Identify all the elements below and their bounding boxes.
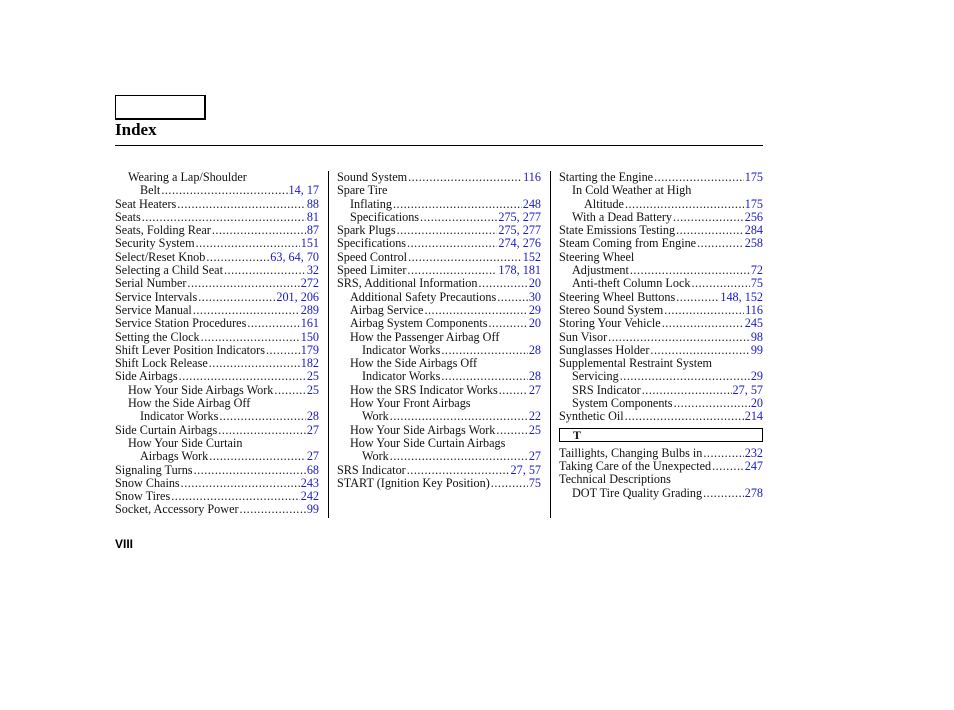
index-entry-label: How the SRS Indicator Works [350, 382, 498, 397]
index-entry-label: Belt [140, 183, 161, 198]
index-entry-label: Additional Safety Precautions [350, 289, 497, 304]
index-entry-label: Side Curtain Airbags [115, 422, 218, 437]
page-reference-link[interactable]: 275, 277 [498, 223, 541, 238]
page-reference-link[interactable]: 75 [528, 475, 541, 490]
index-entry-label: How Your Front Airbags [350, 396, 471, 411]
page-reference-link[interactable]: 284 [744, 223, 763, 238]
index-entry-label: Servicing [572, 369, 619, 384]
leader-dots [142, 211, 306, 224]
index-entry[interactable] [559, 304, 763, 317]
leader-dots [390, 450, 528, 463]
page-reference-link[interactable]: 152 [522, 249, 541, 264]
index-entry[interactable] [115, 331, 319, 344]
index-entry[interactable] [559, 277, 763, 290]
index-entry-label: Seat Heaters [115, 196, 177, 211]
index-entry[interactable] [115, 424, 319, 437]
page-reference-link[interactable]: 243 [300, 475, 319, 490]
page-reference-link[interactable]: 116 [745, 302, 763, 317]
index-entry-label: Selecting a Child Seat [115, 263, 223, 278]
index-entry-label: Service Manual [115, 302, 192, 317]
index-entry[interactable] [337, 410, 541, 423]
index-entry-label: Synthetic Oil [559, 409, 624, 424]
page-reference-link[interactable]: 87 [306, 223, 319, 238]
index-entry [559, 357, 763, 370]
leader-dots [181, 477, 300, 490]
index-entry-label: Seats, Folding Rear [115, 223, 211, 238]
index-entry-label: Altitude [584, 196, 624, 211]
page-reference-link[interactable]: 148, 152 [720, 289, 763, 304]
index-entry-label: How Your Side Curtain Airbags [350, 435, 506, 450]
page-reference-link[interactable]: 247 [744, 458, 763, 473]
page-reference-link[interactable]: 27 [528, 382, 541, 397]
leader-dots [206, 251, 269, 264]
page-reference-link[interactable]: 29 [750, 369, 763, 384]
index-entry[interactable] [559, 460, 763, 473]
page-reference-link[interactable]: 32 [306, 263, 319, 278]
index-entry-label: Steam Coming from Engine [559, 236, 697, 251]
leader-dots [654, 171, 744, 184]
leader-dots [198, 291, 275, 304]
leader-dots [420, 211, 497, 224]
leader-dots [662, 317, 744, 330]
page-reference-link[interactable]: 245 [744, 316, 763, 331]
index-entry-label: System Components [572, 396, 673, 411]
index-entry[interactable] [559, 487, 763, 500]
index-entry-label: Socket, Accessory Power [115, 502, 239, 517]
index-entry-label: Supplemental Restraint System [559, 356, 713, 371]
page-reference-link[interactable]: 14, 17 [288, 183, 319, 198]
index-entry-label: How Your Side Curtain [128, 435, 243, 450]
index-entry-label: START (Ignition Key Position) [337, 475, 490, 490]
index-entry[interactable] [115, 198, 319, 211]
page-reference-link[interactable]: 28 [528, 342, 541, 357]
index-entry[interactable] [559, 171, 763, 184]
leader-dots [441, 370, 527, 383]
index-entry-label: Speed Limiter [337, 263, 407, 278]
page-reference-link[interactable]: 25 [528, 422, 541, 437]
index-entry[interactable] [559, 331, 763, 344]
leader-dots [497, 291, 528, 304]
leader-dots [187, 277, 299, 290]
index-entry[interactable] [337, 171, 541, 184]
leader-dots [407, 264, 497, 277]
index-entry-label: Indicator Works [362, 342, 441, 357]
index-entry[interactable] [115, 304, 319, 317]
title-rule [115, 145, 763, 146]
index-entry[interactable] [115, 464, 319, 477]
index-entry-label: Shift Lever Position Indicators [115, 342, 265, 357]
index-entry-label: Sun Visor [559, 329, 608, 344]
leader-dots [625, 198, 744, 211]
index-entry[interactable] [115, 477, 319, 490]
page-reference-link[interactable]: 289 [300, 302, 319, 317]
leader-dots [247, 317, 299, 330]
page-reference-link[interactable]: 22 [528, 409, 541, 424]
leader-dots [209, 450, 306, 463]
index-column-2 [337, 171, 541, 490]
index-entry-label: Indicator Works [140, 409, 219, 424]
leader-dots [625, 410, 744, 423]
leader-dots [630, 264, 750, 277]
index-entry-label: SRS Indicator [572, 382, 641, 397]
index-entry-label: DOT Tire Quality Grading [572, 485, 703, 500]
index-entry-label: Starting the Engine [559, 170, 654, 184]
index-entry[interactable] [115, 184, 319, 197]
index-entry[interactable] [559, 237, 763, 250]
index-entry-label: Steering Wheel [559, 249, 635, 264]
index-entry[interactable] [337, 291, 541, 304]
leader-dots [212, 224, 306, 237]
leader-dots [209, 357, 300, 370]
page-reference-link[interactable]: 20 [528, 276, 541, 291]
page-reference-link[interactable]: 27, 57 [732, 382, 763, 397]
page-reference-link[interactable]: 150 [300, 329, 319, 344]
index-entry[interactable] [559, 264, 763, 277]
page-reference-link[interactable]: 27 [306, 449, 319, 464]
index-entry[interactable] [337, 384, 541, 397]
index-entry-label: SRS Indicator [337, 462, 406, 477]
index-entry-label: Snow Tires [115, 489, 171, 504]
index-entry [337, 184, 541, 197]
page-reference-link[interactable]: 275, 277 [498, 209, 541, 224]
page-title: Index [115, 120, 157, 139]
page-reference-link[interactable]: 20 [750, 396, 763, 411]
index-entry[interactable] [559, 410, 763, 423]
page-reference-link[interactable]: 161 [300, 316, 319, 331]
page-reference-link[interactable]: 248 [522, 196, 541, 211]
index-entry[interactable] [115, 264, 319, 277]
leader-dots [703, 447, 743, 460]
index-entry-label: Anti-theft Column Lock [572, 276, 691, 291]
index-entry[interactable] [115, 277, 319, 290]
leader-dots [642, 384, 732, 397]
leader-dots [664, 304, 744, 317]
page-reference-link[interactable]: 258 [744, 236, 763, 251]
index-entry[interactable] [115, 450, 319, 463]
leader-dots [407, 237, 497, 250]
index-entry[interactable] [115, 410, 319, 423]
index-entry-label: Stereo Sound System [559, 302, 664, 317]
leader-dots [218, 424, 306, 437]
page-reference-link[interactable]: 81 [306, 209, 319, 224]
index-entry[interactable] [559, 344, 763, 357]
leader-dots [712, 460, 744, 473]
index-entry-label: Setting the Clock [115, 329, 200, 344]
leader-dots [499, 384, 528, 397]
index-entry-label: How the Side Airbag Off [128, 396, 251, 411]
index-entry-label: Airbag Service [350, 302, 424, 317]
index-entry-label: In Cold Weather at High [572, 183, 692, 198]
leader-dots [196, 237, 300, 250]
index-entry-label: Work [362, 449, 389, 464]
index-entry-label: Airbag System Components [350, 316, 488, 331]
index-entry[interactable] [337, 198, 541, 211]
page-reference-link[interactable]: 272 [300, 276, 319, 291]
index-entry[interactable] [337, 344, 541, 357]
index-entry [559, 251, 763, 264]
index-entry [115, 171, 319, 184]
index-entry-label: Taking Care of the Unexpected [559, 458, 712, 473]
index-entry[interactable] [337, 304, 541, 317]
index-entry-label: Specifications [337, 236, 407, 251]
leader-dots [674, 397, 750, 410]
index-entry [337, 397, 541, 410]
leader-dots [676, 224, 744, 237]
page-reference-link[interactable]: 25 [306, 369, 319, 384]
index-entry[interactable] [115, 490, 319, 503]
page-reference-link[interactable]: 151 [300, 236, 319, 251]
page-reference-link[interactable]: 278 [744, 485, 763, 500]
index-entry[interactable] [337, 317, 541, 330]
leader-dots [219, 410, 305, 423]
page-reference-link[interactable]: 179 [300, 342, 319, 357]
index-entry[interactable] [559, 198, 763, 211]
index-entry-label: With a Dead Battery [572, 209, 673, 224]
leader-dots [691, 277, 749, 290]
index-entry-label: Airbags Work [140, 449, 209, 464]
index-entry-label: Steering Wheel Buttons [559, 289, 676, 304]
page-reference-link[interactable]: 232 [744, 445, 763, 460]
index-entry [337, 331, 541, 344]
section-header: T [559, 428, 763, 442]
page-reference-link[interactable]: 75 [750, 276, 763, 291]
index-entry-label: Shift Lock Release [115, 356, 208, 371]
index-entry [559, 473, 763, 486]
index-entry-label: Storing Your Vehicle [559, 316, 661, 331]
index-entry-label: Technical Descriptions [559, 472, 671, 487]
index-entry-label: Service Intervals [115, 289, 198, 304]
leader-dots [408, 171, 522, 184]
index-entry-label: Speed Control [337, 249, 408, 264]
index-entry-label: State Emissions Testing [559, 223, 676, 238]
index-column-3 [559, 171, 763, 500]
index-entry-label: How Your Side Airbags Work [350, 422, 496, 437]
leader-dots [488, 317, 527, 330]
index-entry-label: Taillights, Changing Bulbs in [559, 445, 703, 460]
leader-dots [201, 331, 300, 344]
page-reference-link[interactable]: 68 [306, 462, 319, 477]
index-entry-label: Security System [115, 236, 195, 251]
index-entry[interactable] [559, 370, 763, 383]
index-entry-label: Sound System [337, 170, 408, 184]
index-entry [115, 437, 319, 450]
header-tab-box [115, 95, 206, 120]
index-entry-label: Specifications [350, 209, 420, 224]
page-reference-link[interactable]: 175 [744, 196, 763, 211]
index-entry[interactable] [337, 424, 541, 437]
index-entry-label: Service Station Procedures [115, 316, 247, 331]
index-entry[interactable] [337, 224, 541, 237]
page-reference-link[interactable]: 27 [306, 422, 319, 437]
leader-dots [441, 344, 527, 357]
leader-dots [673, 211, 744, 224]
leader-dots [608, 331, 750, 344]
index-entry[interactable] [115, 384, 319, 397]
index-entry [337, 357, 541, 370]
page-reference-link[interactable]: 98 [750, 329, 763, 344]
page-reference-link[interactable]: 201, 206 [276, 289, 319, 304]
page-reference-link[interactable]: 178, 181 [498, 263, 541, 278]
leader-dots [240, 503, 306, 516]
leader-dots [266, 344, 300, 357]
page-reference-link[interactable]: 182 [300, 356, 319, 371]
leader-dots [703, 487, 744, 500]
page-reference-link[interactable]: 274, 276 [498, 236, 541, 251]
index-entry-label: Spare Tire [337, 183, 388, 198]
index-entry[interactable] [559, 384, 763, 397]
index-entry-label: Snow Chains [115, 475, 180, 490]
index-entry[interactable] [559, 291, 763, 304]
leader-dots [650, 344, 749, 357]
index-entry [559, 184, 763, 197]
index-entry[interactable] [115, 344, 319, 357]
leader-dots [408, 251, 522, 264]
leader-dots [491, 477, 528, 490]
page-reference-link[interactable]: 28 [528, 369, 541, 384]
index-entry[interactable] [115, 237, 319, 250]
page-reference-link[interactable]: 30 [528, 289, 541, 304]
leader-dots [496, 424, 527, 437]
page-reference-link[interactable]: 28 [306, 409, 319, 424]
index-entry-label: How the Side Airbags Off [350, 356, 478, 371]
index-entry[interactable] [115, 224, 319, 237]
leader-dots [479, 277, 528, 290]
index-entry[interactable] [337, 477, 541, 490]
page-number: VIII [115, 537, 134, 551]
leader-dots [390, 410, 528, 423]
index-entry[interactable] [337, 464, 541, 477]
page-reference-link[interactable]: 214 [744, 409, 763, 424]
index-entry[interactable] [337, 211, 541, 224]
index-entry-label: How Your Side Airbags Work [128, 382, 274, 397]
column-divider [550, 171, 551, 518]
leader-dots [177, 198, 306, 211]
index-entry[interactable] [337, 370, 541, 383]
page-reference-link[interactable]: 175 [744, 170, 763, 184]
index-entry[interactable] [559, 211, 763, 224]
leader-dots [397, 224, 498, 237]
page-reference-link[interactable]: 99 [306, 502, 319, 517]
index-entry[interactable] [115, 503, 319, 516]
index-entry[interactable] [115, 251, 319, 264]
page-reference-link[interactable]: 27, 57 [510, 462, 541, 477]
index-entry[interactable] [337, 251, 541, 264]
index-entry-label: Seats [115, 209, 141, 224]
page-reference-link[interactable]: 242 [300, 489, 319, 504]
leader-dots [393, 198, 522, 211]
page-reference-link[interactable]: 27 [528, 449, 541, 464]
page-reference-link[interactable]: 63, 64, 70 [270, 249, 319, 264]
index-entry-label: Signaling Turns [115, 462, 193, 477]
leader-dots [407, 464, 510, 477]
index-entry[interactable] [559, 447, 763, 460]
page-reference-link[interactable]: 72 [750, 263, 763, 278]
leader-dots [171, 490, 300, 503]
leader-dots [424, 304, 527, 317]
index-entry[interactable] [337, 264, 541, 277]
index-entry[interactable] [559, 397, 763, 410]
index-entry[interactable] [337, 450, 541, 463]
leader-dots [697, 237, 744, 250]
index-entry[interactable] [115, 317, 319, 330]
leader-dots [194, 464, 306, 477]
index-entry[interactable] [115, 370, 319, 383]
index-entry[interactable] [337, 237, 541, 250]
index-entry-label: Inflating [350, 196, 392, 211]
index-entry [115, 397, 319, 410]
index-entry-label: Wearing a Lap/Shoulder [128, 170, 247, 184]
column-divider [328, 171, 329, 518]
leader-dots [676, 291, 719, 304]
leader-dots [193, 304, 300, 317]
page-reference-link[interactable]: 256 [744, 209, 763, 224]
page-reference-link[interactable]: 25 [306, 382, 319, 397]
index-entry[interactable] [115, 211, 319, 224]
page-reference-link[interactable]: 116 [523, 170, 541, 184]
index-entry[interactable] [559, 317, 763, 330]
index-entry [337, 437, 541, 450]
index-entry-label: SRS, Additional Information [337, 276, 478, 291]
index-entry[interactable] [337, 277, 541, 290]
index-entry-label: Spark Plugs [337, 223, 396, 238]
leader-dots [620, 370, 750, 383]
index-entry[interactable] [559, 224, 763, 237]
page-reference-link[interactable]: 29 [528, 302, 541, 317]
index-entry-label: Work [362, 409, 389, 424]
page-reference-link[interactable]: 88 [306, 196, 319, 211]
leader-dots [179, 370, 306, 383]
leader-dots [161, 184, 287, 197]
index-entry[interactable] [115, 357, 319, 370]
index-entry-label: Serial Number [115, 276, 187, 291]
index-entry-label: Side Airbags [115, 369, 178, 384]
index-entry-label: Sunglasses Holder [559, 342, 650, 357]
index-entry-label: Select/Reset Knob [115, 249, 206, 264]
index-entry[interactable] [115, 291, 319, 304]
index-column-1 [115, 171, 319, 517]
index-entry-label: How the Passenger Airbag Off [350, 329, 500, 344]
index-entry-label: Adjustment [572, 263, 629, 278]
page-reference-link[interactable]: 20 [528, 316, 541, 331]
leader-dots [224, 264, 306, 277]
leader-dots [274, 384, 305, 397]
page-reference-link[interactable]: 99 [750, 342, 763, 357]
index-entry-label: Indicator Works [362, 369, 441, 384]
